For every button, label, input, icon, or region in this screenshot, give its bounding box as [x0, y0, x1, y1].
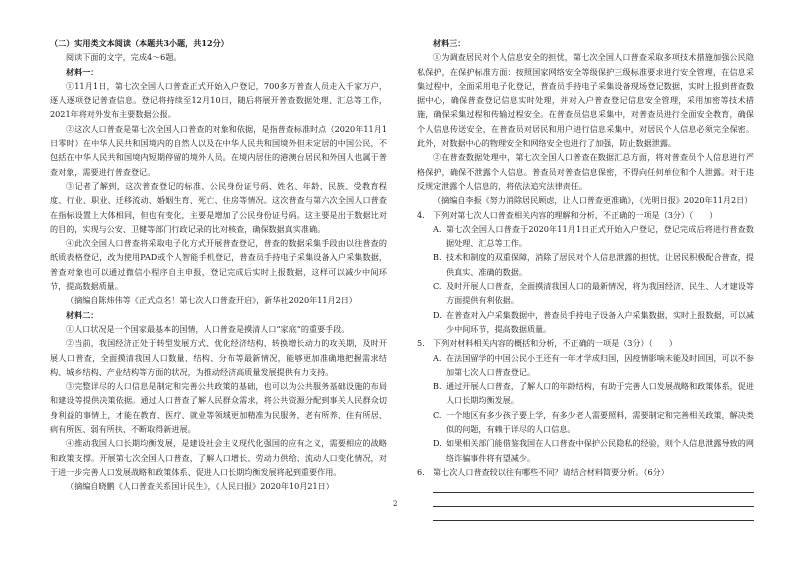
- material-1-source: （摘编自陈炜伟等《正式点名！第七次人口普查开启》，新华社2020年11月2日）: [66, 295, 357, 306]
- material-3-paragraph-2: ②在普查数据处理中，第七次全国人口普查在数据汇总方面，将对普查员个人信息进行严格保护，确保不泄露个人信息。普查员对普查信息保密，不得向任何单位和个人泄露。对于违反规定泄露个人信息的，将依法追究法律责任。: [417, 152, 754, 191]
- answer-line[interactable]: [433, 507, 754, 521]
- option-text: 一个地区有多少孩子要上学，有多少老人需要照料，需要制定和完善相关政策，解决类似的问题，有赖于详尽的人口信息。: [446, 409, 754, 435]
- question-6-stem: 第七次人口普查较以往有哪些不同？请结合材料简要分析。（6分）: [433, 466, 669, 477]
- option-text: 如果相关部门能借鉴我国在人口普查中保护公民隐私的经验，则个人信息泄露导致的网络诈骗事件将有望减少。: [446, 438, 754, 463]
- option-letter: D.: [433, 309, 442, 320]
- q4-option-b: [417, 250, 754, 279]
- option-text: 第七次全国人口普查于2020年11月1日正式开始入户登记，登记完成后将进行普查数据处理、汇总等工作。: [446, 223, 754, 249]
- answer-line[interactable]: [433, 479, 754, 493]
- material-2-paragraph-4: ④推动我国人口长期均衡发展，是建设社会主义现代化强国的应有之义，需要相应的战略和政策支撑。开展第七次全国人口普查，了解人口增长、劳动力供给、流动人口变化情况，对于进一步完善人口发展战略和政策体系、促进人口长期均衡发展将起到重要作用。: [50, 438, 387, 477]
- option-text: 及时开展人口普查，全面摸清我国人口的最新情况，将为我国经济、民生、人才建设等方面提供有利依据。: [446, 281, 754, 306]
- option-text: 在普查对入户采集数据中，普查员手持电子设备入户采集数据，实时上报数据，可以减少中间环节，提高数据质量。: [446, 309, 754, 334]
- material-1-paragraph-4: ④此次全国人口普查将采取电子化方式开展普查登记，普查的数据采集手段由以往普查的纸质表格登记，改为使用PAD或个人智能手机登记，普查员手持电子采集设备入户采集数据，普查对象也可以通过微信小程序自主申报，登记完成后实时上报数据，这样可以减少中间环节，提高数据质量。: [50, 238, 387, 292]
- question-5-stem: 下列对材料相关内容的概括和分析，不正确的一项是（3分）（ ）: [433, 338, 677, 349]
- page-number: 2: [393, 500, 398, 508]
- q4-option-a: [417, 222, 754, 251]
- option-letter: A.: [433, 223, 442, 234]
- option-letter: C.: [433, 281, 442, 292]
- question-6: [417, 465, 754, 479]
- question-6-number: 6.: [417, 466, 425, 477]
- question-4-number: 4.: [417, 209, 425, 220]
- material-3-title: 材料三：: [433, 38, 466, 48]
- option-letter: B.: [433, 252, 442, 263]
- material-1-paragraph-2: ②这次人口普查是第七次全国人口普查的对象和依据，是指普查标准时点（2020年11月1日零时）在中华人民共和国境内的自然人以及在中华人民共和国境外但未定居的中国公民，不包括在中华人民共和国境内短期停留的境外人员。在境内居住的港澳台居民和外国人也属于普查对象，需要进行普查登记。: [50, 123, 387, 177]
- material-1-paragraph-3: ③记者了解到，这次普查登记的标准、公民身份证号码、姓名、年龄、民族、受教育程度、行业、职业、迁移流动、婚姻生育、死亡、住房等情况。这次普查与第六次全国人口普查在指标设置上大体相同，但也有变化，主要是增加了公民身份证号码。这主要是出于数据比对的目的，实现与公安、卫健等部门行政记录的比对核查，确保数据真实准确。: [50, 180, 387, 234]
- question-4: [417, 208, 754, 222]
- right-column: [417, 36, 754, 521]
- option-text: 通过开展人口普查，了解人口的年龄结构，有助于完善人口发展战略和政策体系，促进人口长期均衡发展。: [446, 381, 754, 406]
- material-1-title: 材料一：: [66, 66, 99, 77]
- q4-option-c: [417, 279, 754, 308]
- instruction-text: 阅读下面的文字，完成4～6题。: [66, 52, 182, 63]
- left-column: [50, 36, 387, 494]
- material-1-paragraph-1: ①11月1日，第七次全国人口普查正式开始入户登记，700多万普查人员走入千家万户，逐人逐项登记普查信息。登记将持续至12月10日，随后将展开普查数据处理、汇总等工作，2021年将对外发布主要数据公报。: [50, 80, 387, 120]
- question-5: [417, 336, 754, 350]
- option-letter: D.: [433, 438, 442, 449]
- q5-option-b: [417, 379, 754, 408]
- q5-option-c: [417, 408, 754, 437]
- q5-option-a: [417, 351, 754, 380]
- option-text: 技术和制度的双重保障，消除了居民对个人信息泄露的担忧，让居民积极配合普查，提供真实、准确的数据。: [446, 252, 754, 277]
- section-heading: （二）实用类文本阅读（本题共3小题，共12分）: [50, 38, 229, 48]
- material-3-source: （摘编自李振《努力消除居民顾虑，让人口普查更准确》，《光明日报》2020年11月2日）: [433, 195, 753, 206]
- material-2-paragraph-2: ②当前，我国经济正处于转型发展方式、优化经济结构、转换增长动力的攻关期，及时开展人口普查，全面摸清我国人口数量、结构、分布等最新情况，能够更加准确地把握需求结构、城乡结构、产业结构等方面的状况，为推动经济高质量发展提供有力支持。: [50, 338, 387, 377]
- material-2-title: 材料二：: [66, 309, 99, 320]
- option-letter: C.: [433, 409, 442, 420]
- option-letter: B.: [433, 381, 442, 392]
- material-2-paragraph-1: ①人口状况是一个国家最基本的国情，人口普查是摸清人口“家底”的重要手段。: [66, 323, 350, 334]
- material-3-paragraph-1: ①为调查居民对个人信息安全的担忧，第七次全国人口普查采取多项技术措施加强公民隐私保护，在保护标准方面：按照国家网络安全等级保护三级标准要求进行安全管理，在信息采集过程中，全面采用电子化登记，普查员手持电子采集设备现场登记数据，实时上报到普查数据中心，确保普查登记信息实时处理，并对入户普查登记信息安全管理，采用加密等技术措施，确保采集过程和传输过程安全。在普查员信息采集中，对普查员进行全面安全教育，确保个人信息传送安全，在普查员对居民和用户进行信息采集中，对居民个人信息必须完全保密。此外，对数据中心的物理安全和网络安全也进行了加强，防止数据泄露。: [417, 52, 754, 149]
- question-4-stem: 下列对第七次人口普查相关内容的理解和分析，不正确的一项是（3分）（ ）: [433, 209, 718, 220]
- q5-option-d: [417, 436, 754, 465]
- q4-option-d: [417, 308, 754, 337]
- material-2-source: （摘编自晓鹏《人口普查关系国计民生》，《人民日报》2020年10月21日）: [66, 481, 334, 492]
- answer-line[interactable]: [433, 493, 754, 507]
- option-text: 在法国留学的中国公民小王还有一年才学成归国，因疫情影响未能及时回国，可以不参加第七次人口普查登记。: [446, 352, 754, 377]
- question-5-number: 5.: [417, 338, 425, 349]
- option-letter: A.: [433, 352, 442, 363]
- material-2-paragraph-3: ③完整详尽的人口信息是制定和完善公共政策的基础，也可以为公共服务基础设施的布局和建设等提供决策依据。通过人口普查了解人民群众需求，将公共资源分配到事关人民群众切身利益的事情上，才能在教育、医疗、就业等领域更加精准为民服务，老有所养、住有所居、病有所医、弱有所扶、不断取得新进展。: [50, 381, 387, 435]
